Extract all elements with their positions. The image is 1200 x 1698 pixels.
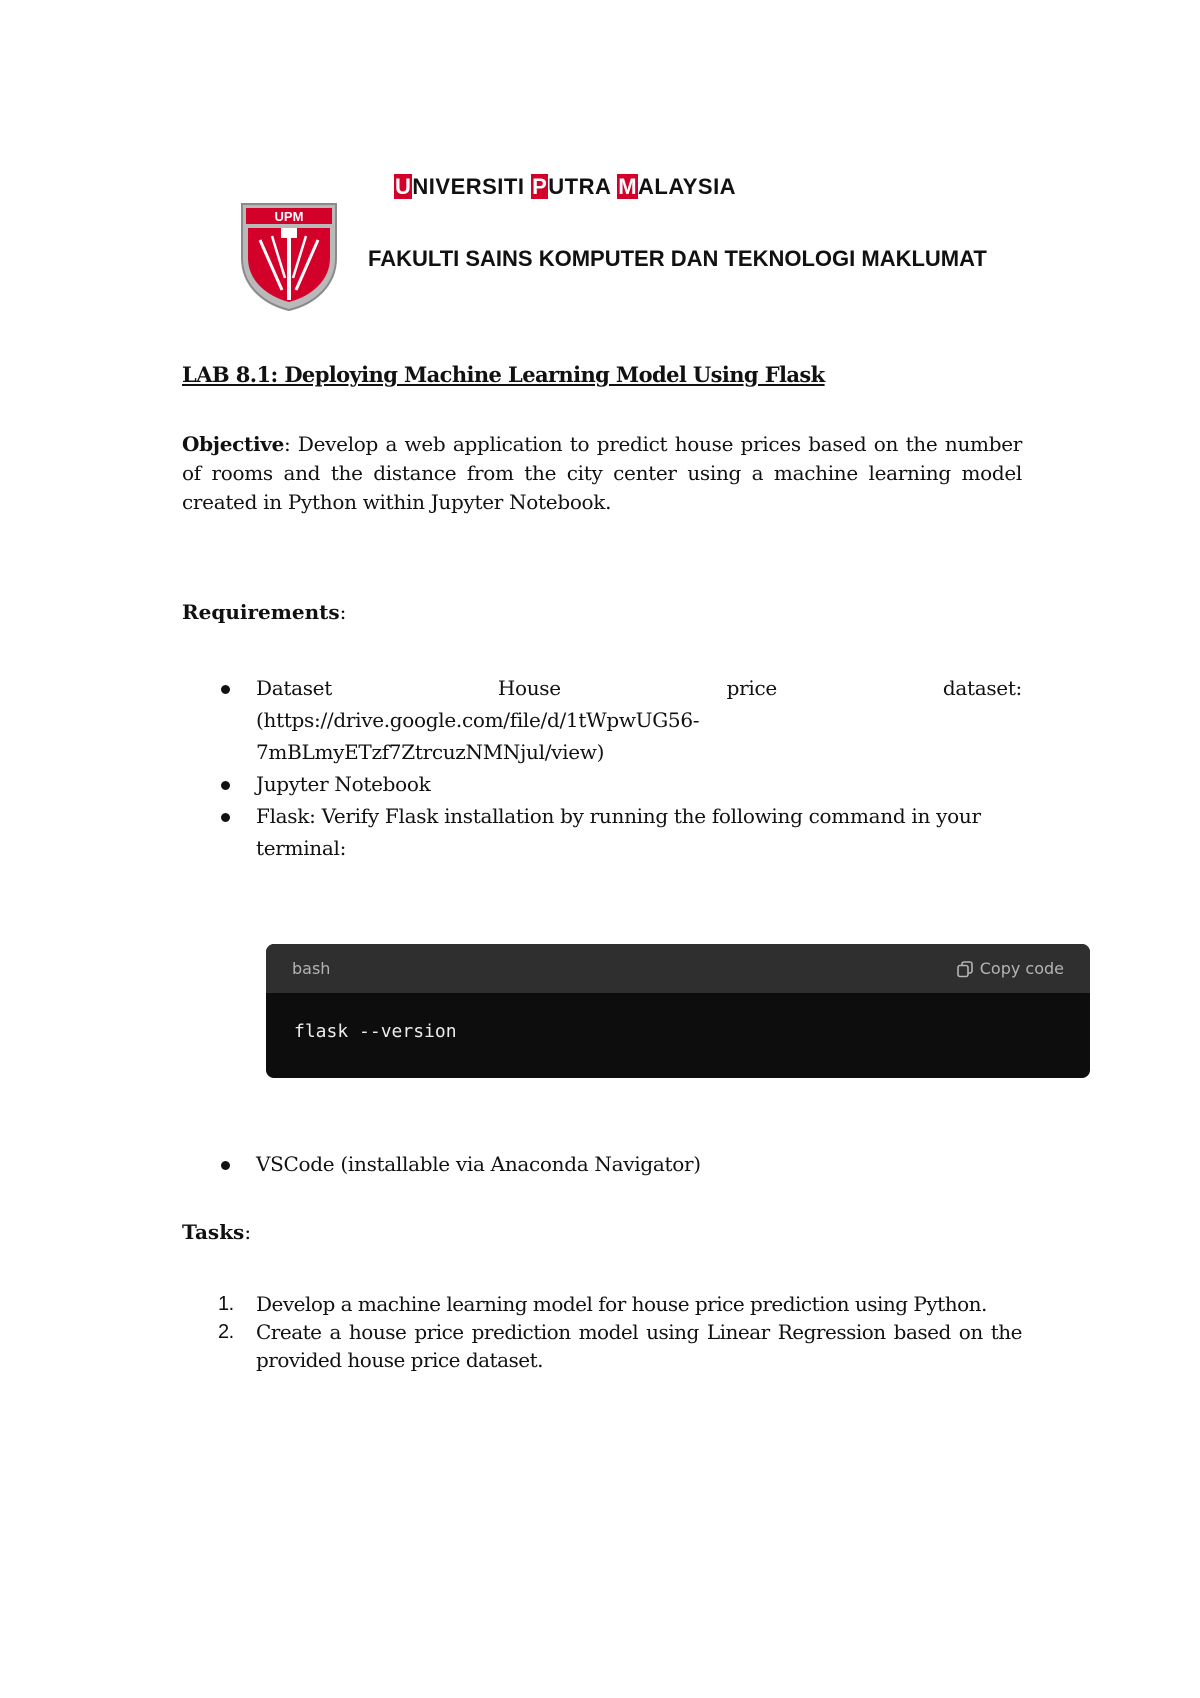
lab-title: LAB 8.1: Deploying Machine Learning Model Using Flask [182,362,825,387]
bullet-icon [221,685,230,694]
code-block [266,944,1090,1078]
copy-code-label: Copy code [979,959,1064,978]
tasks-heading [182,1220,251,1244]
task-number: 2. [218,1321,234,1343]
dataset-line [256,672,1022,704]
list-item [218,1318,1022,1374]
requirements-list-continued [218,1148,1022,1180]
requirement-vscode: VSCode (installable via Anaconda Navigator) [256,1152,701,1176]
word-rest-alaysia: ALAYSIA [638,174,737,199]
requirements-list [218,672,1022,864]
objective-paragraph [182,430,1022,517]
list-item [218,1290,1022,1318]
initial-m: M [618,174,638,199]
dataset-word: price [726,676,777,700]
bullet-icon [221,781,230,790]
university-name [394,174,736,200]
task-number: 1. [218,1293,234,1315]
dataset-word: dataset: [942,676,1022,700]
requirements-heading [182,600,346,624]
bullet-icon [221,1161,230,1170]
requirements-colon: : [339,600,347,624]
requirements-label: Requirements [182,600,340,624]
list-item [218,800,1022,864]
code-content[interactable]: flask --version [294,1021,457,1042]
dataset-link-line-1[interactable]: (https://drive.google.com/file/d/1tWpwUG56- [256,708,700,732]
task-text: Develop a machine learning model for house price prediction using Python. [256,1292,987,1316]
tasks-label: Tasks [182,1220,245,1244]
initial-u: U [395,174,412,199]
upm-logo [238,200,340,312]
bullet-icon [221,813,230,822]
requirement-flask: Flask: Verify Flask installation by running the following command in your terminal: [256,804,981,860]
dataset-word: House [497,676,561,700]
dataset-link-line-2[interactable]: 7mBLmyETzf7ZtrcuzNMNjul/view) [256,740,605,764]
list-item [218,1148,1022,1180]
word-rest-niversiti: NIVERSITI [412,174,525,199]
list-item [218,672,1022,768]
list-item [218,768,1022,800]
copy-icon [956,960,974,978]
tasks-colon: : [244,1220,252,1244]
faculty-name: FAKULTI SAINS KOMPUTER DAN TEKNOLOGI MAKLUMAT [368,246,987,271]
code-language-label: bash [292,959,331,978]
task-text: Create a house price prediction model using Linear Regression based on the provided house price dataset. [256,1320,1022,1372]
copy-code-button[interactable] [956,959,1064,978]
word-rest-utra: UTRA [548,174,611,199]
initial-p: P [532,174,548,199]
tasks-list [218,1290,1022,1374]
objective-text: : Develop a web application to predict house prices based on the number of rooms and the distance from the city center using a machine learning model created in Python within Jupyter Notebook. [182,432,1022,514]
requirement-jupyter: Jupyter Notebook [256,772,431,796]
objective-label: Objective [182,432,285,456]
logo-text: UPM [274,209,304,224]
code-header [266,944,1090,993]
dataset-word: Dataset [256,676,332,700]
